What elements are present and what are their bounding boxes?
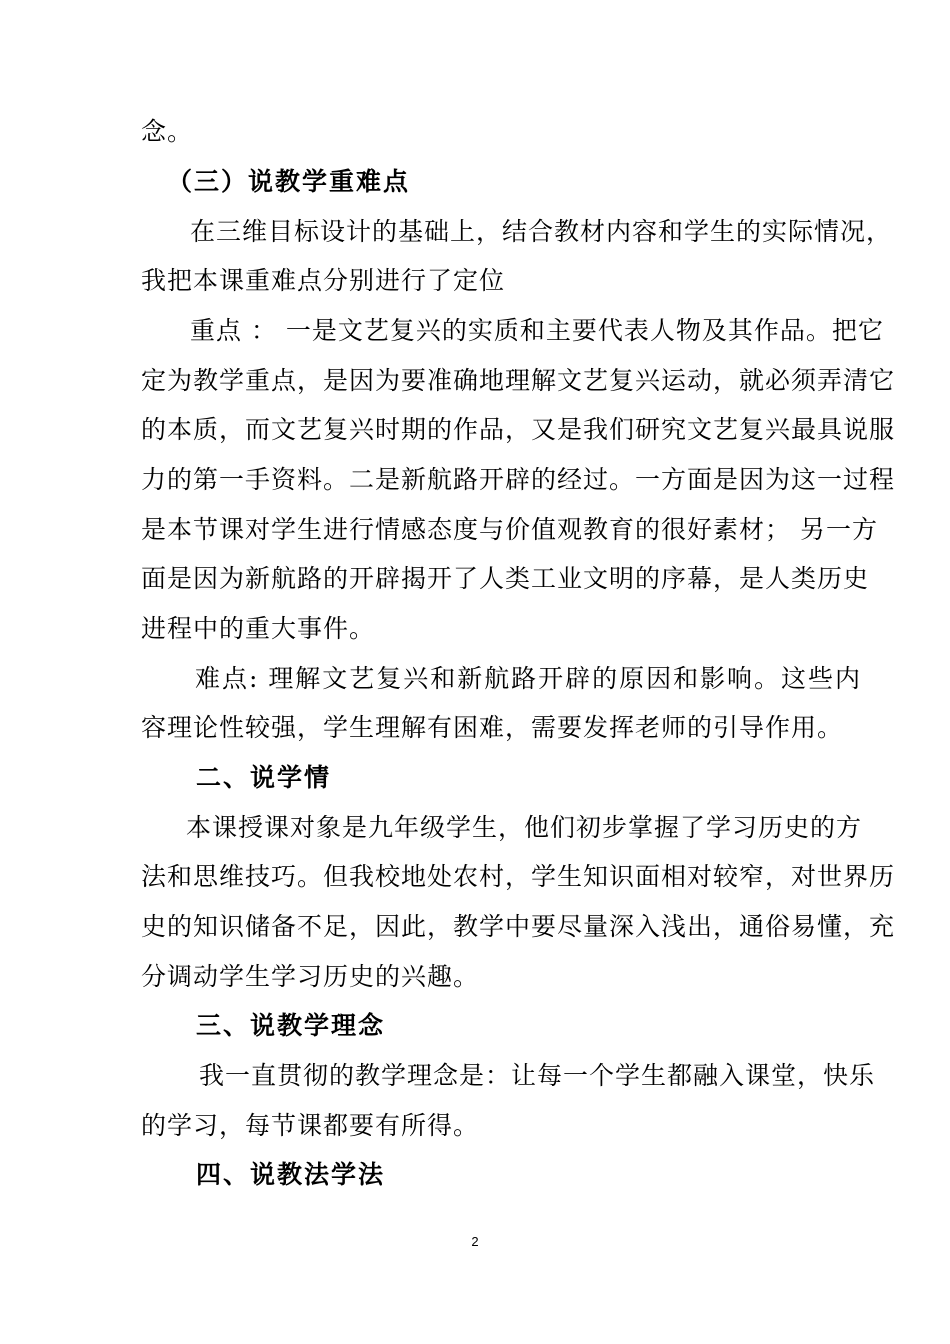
section-heading: 四、说教法学法 (196, 1160, 386, 1189)
text-line: 分调动学生学习历史的兴趣。 (141, 962, 480, 991)
text-line: 法和思维技巧。但我校地处农村，学生知识面相对较窄，对世界历 (141, 862, 896, 891)
section-heading: 二、说学情 (196, 763, 332, 792)
text-line: 定为教学重点，是因为要准确地理解文艺复兴运动，就必须弄清它 (141, 366, 896, 395)
text-line: 在三维目标设计的基础上，结合教材内容和学生的实际情况， (190, 217, 893, 246)
text-line: 我一直贯彻的教学理念是：让每一个学生都融入课堂，快乐 (199, 1061, 876, 1090)
section-heading: （三）说教学重难点 (167, 167, 411, 196)
section-heading: 三、说教学理念 (196, 1011, 386, 1040)
text-line: 难点: 理解文艺复兴和新航路开辟的原因和影响。这些内 (195, 664, 861, 693)
text-line: 本课授课对象是九年级学生，他们初步掌握了学习历史的方 (186, 813, 863, 842)
text-line: 的本质，而文艺复兴时期的作品，又是我们研究文艺复兴最具说服 (141, 415, 896, 444)
text-line: 我把本课重难点分别进行了定位 (141, 266, 506, 295)
text-line: 是本节课对学生进行情感态度与价值观教育的很好素材； 另一方 (141, 515, 878, 544)
page-number: 2 (471, 1234, 479, 1249)
text-line: 容理论性较强，学生理解有困难，需要发挥老师的引导作用。 (141, 713, 844, 742)
text-line: 面是因为新航路的开辟揭开了人类工业文明的序幕，是人类历史 (141, 564, 870, 593)
text-line: 进程中的重大事件。 (141, 614, 376, 643)
text-line: 的学习，每节课都要有所得。 (141, 1111, 480, 1140)
text-line: 力的第一手资料。二是新航路开辟的经过。一方面是因为这一过程 (141, 465, 896, 494)
text-line: 念。 (141, 117, 194, 146)
text-line: 史的知识储备不足，因此，教学中要尽量深入浅出，通俗易懂，充 (141, 912, 896, 941)
text-line: 重点 ： 一是文艺复兴的实质和主要代表人物及其作品。把它 (190, 316, 884, 345)
